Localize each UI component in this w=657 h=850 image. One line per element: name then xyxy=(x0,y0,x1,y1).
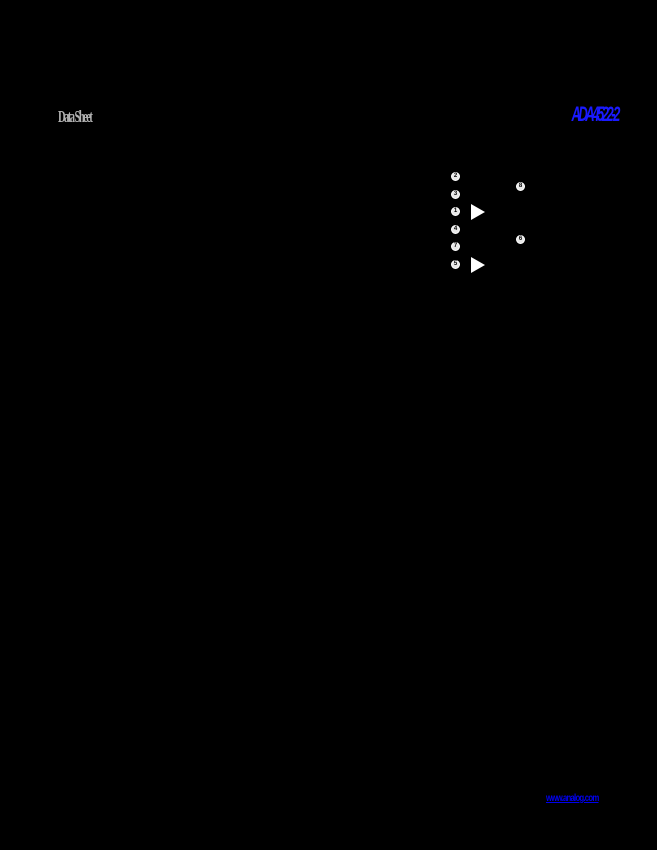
document-type-label: Data Sheet xyxy=(58,107,92,126)
pin-circle: 8 xyxy=(516,182,525,191)
pin-circle: 2 xyxy=(451,172,460,181)
op-amp-triangle-icon xyxy=(471,204,485,220)
analog-website-link[interactable]: www.analog.com xyxy=(546,793,599,804)
pin-circle: 4 xyxy=(451,225,460,234)
functional-block-diagram xyxy=(440,165,540,277)
part-number-wordmark: ADA4522-2 xyxy=(571,103,618,126)
pin-circle: 6 xyxy=(516,235,525,244)
pin-circle: 5 xyxy=(451,260,460,269)
pin-circle: 1 xyxy=(451,207,460,216)
pin-circle: 7 xyxy=(451,242,460,251)
op-amp-triangle-icon xyxy=(471,257,485,273)
pin-circle: 3 xyxy=(451,190,460,199)
